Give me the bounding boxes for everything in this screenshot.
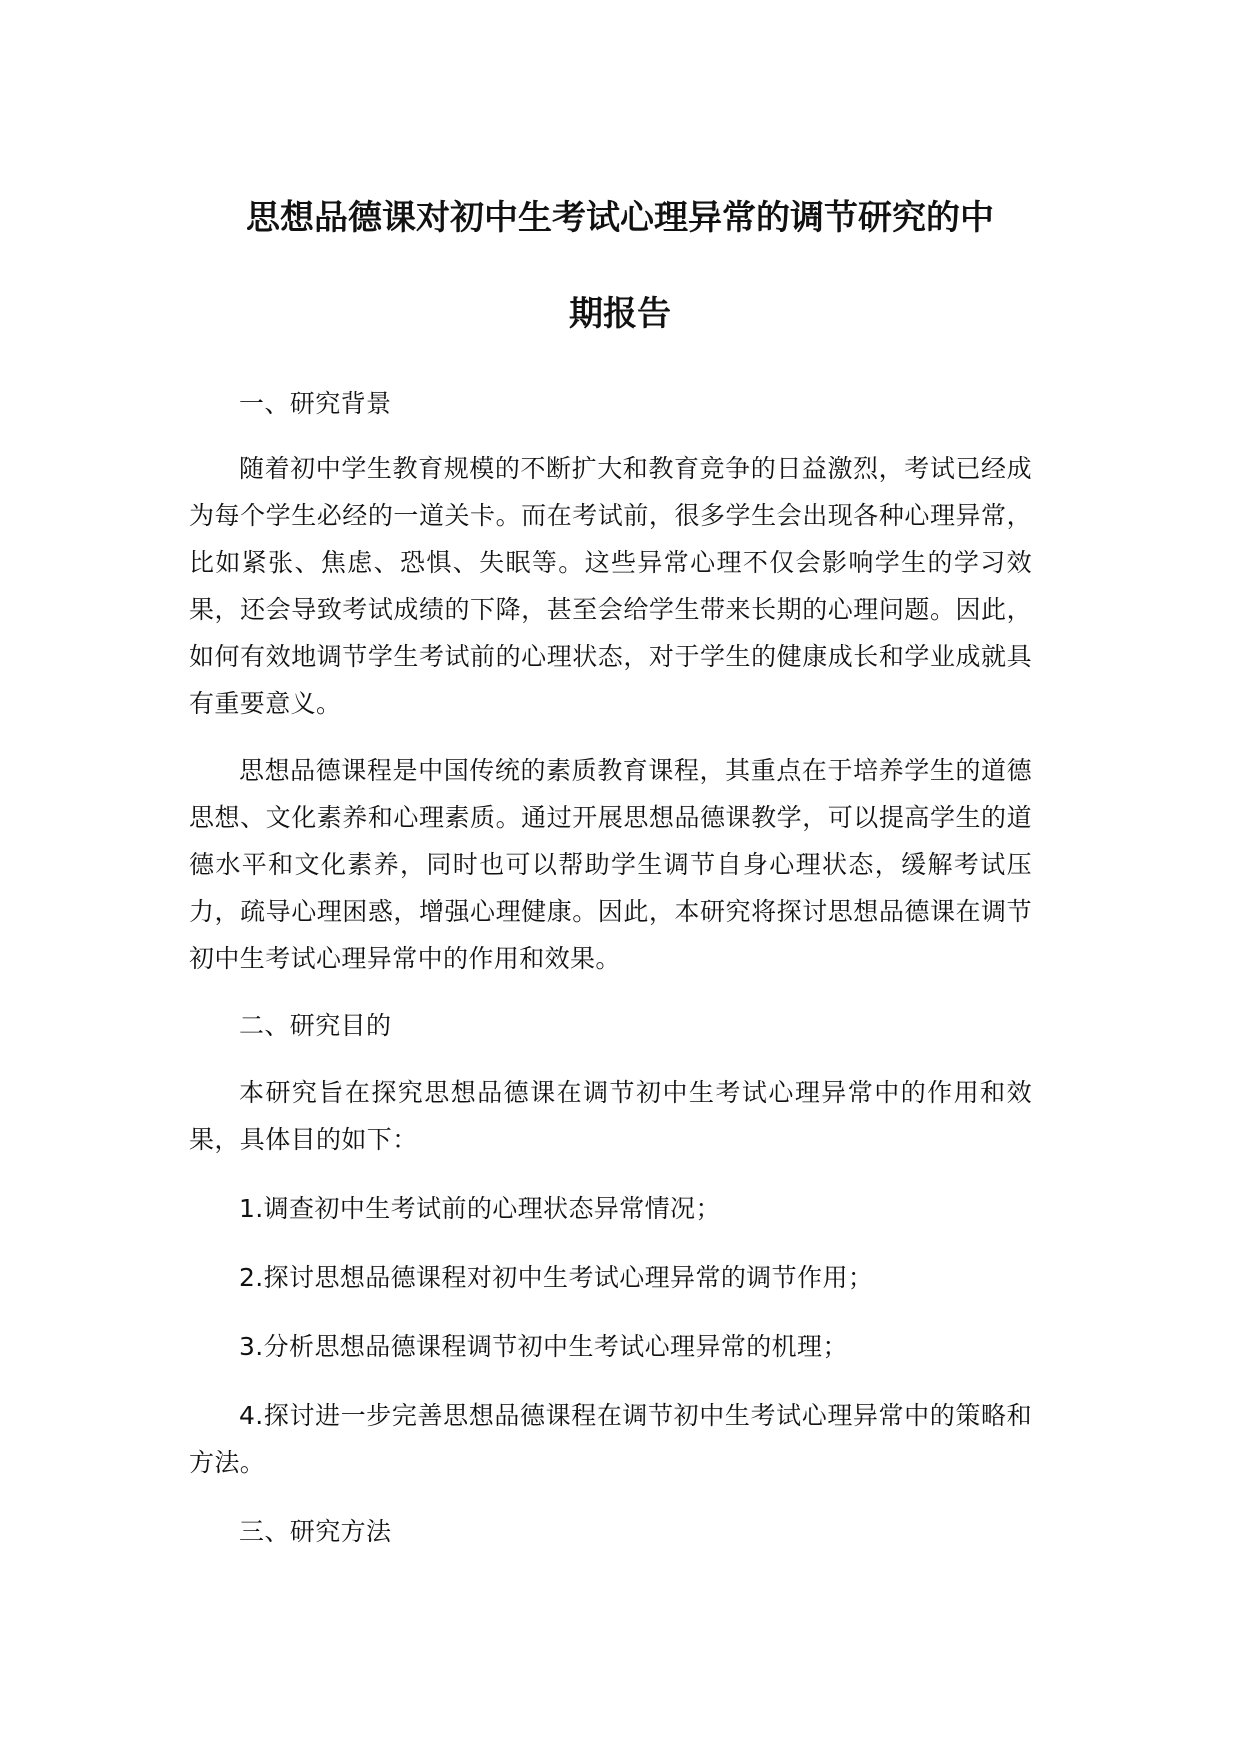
document-body xyxy=(189,380,1032,1555)
document-title xyxy=(190,170,1050,362)
paragraph-background-2: 思想品德课程是中国传统的素质教育课程，其重点在于培养学生的道德思想、文化素养和心理素质。通过开展思想品德课教学，可以提高学生的道德水平和文化素养，同时也可以帮助学生调节自身心理状态，缓解考试压力，疏导心理困惑，增强心理健康。因此，本研究将探讨思想品德课在调节初中生考试心理异常中的作用和效果。 xyxy=(189,756,1032,973)
section-heading-method: 三、研究方法 xyxy=(239,1517,392,1546)
purpose-item-4: 4.探讨进一步完善思想品德课程在调节初中生考试心理异常中的策略和方法。 xyxy=(189,1401,1032,1477)
purpose-item-1: 1.调查初中生考试前的心理状态异常情况； xyxy=(239,1194,721,1223)
paragraph-background-1: 随着初中学生教育规模的不断扩大和教育竞争的日益激烈，考试已经成为每个学生必经的一道关卡。而在考试前，很多学生会出现各种心理异常，比如紧张、焦虑、恐惧、失眠等。这些异常心理不仅会影响学生的学习效果，还会导致考试成绩的下降，甚至会给学生带来长期的心理问题。因此，如何有效地调节学生考试前的心理状态，对于学生的健康成长和学业成就具有重要意义。 xyxy=(189,454,1032,718)
paragraph-purpose-intro: 本研究旨在探究思想品德课在调节初中生考试心理异常中的作用和效果，具体目的如下： xyxy=(189,1078,1032,1154)
section-heading-background: 一、研究背景 xyxy=(239,389,392,418)
title-line-2: 期报告 xyxy=(569,294,671,334)
purpose-item-3: 3.分析思想品德课程调节初中生考试心理异常的机理； xyxy=(239,1332,848,1361)
purpose-item-2: 2.探讨思想品德课程对初中生考试心理异常的调节作用； xyxy=(239,1263,874,1292)
section-heading-purpose: 二、研究目的 xyxy=(239,1011,392,1040)
title-line-1: 思想品德课对初中生考试心理异常的调节研究的中 xyxy=(246,198,994,238)
